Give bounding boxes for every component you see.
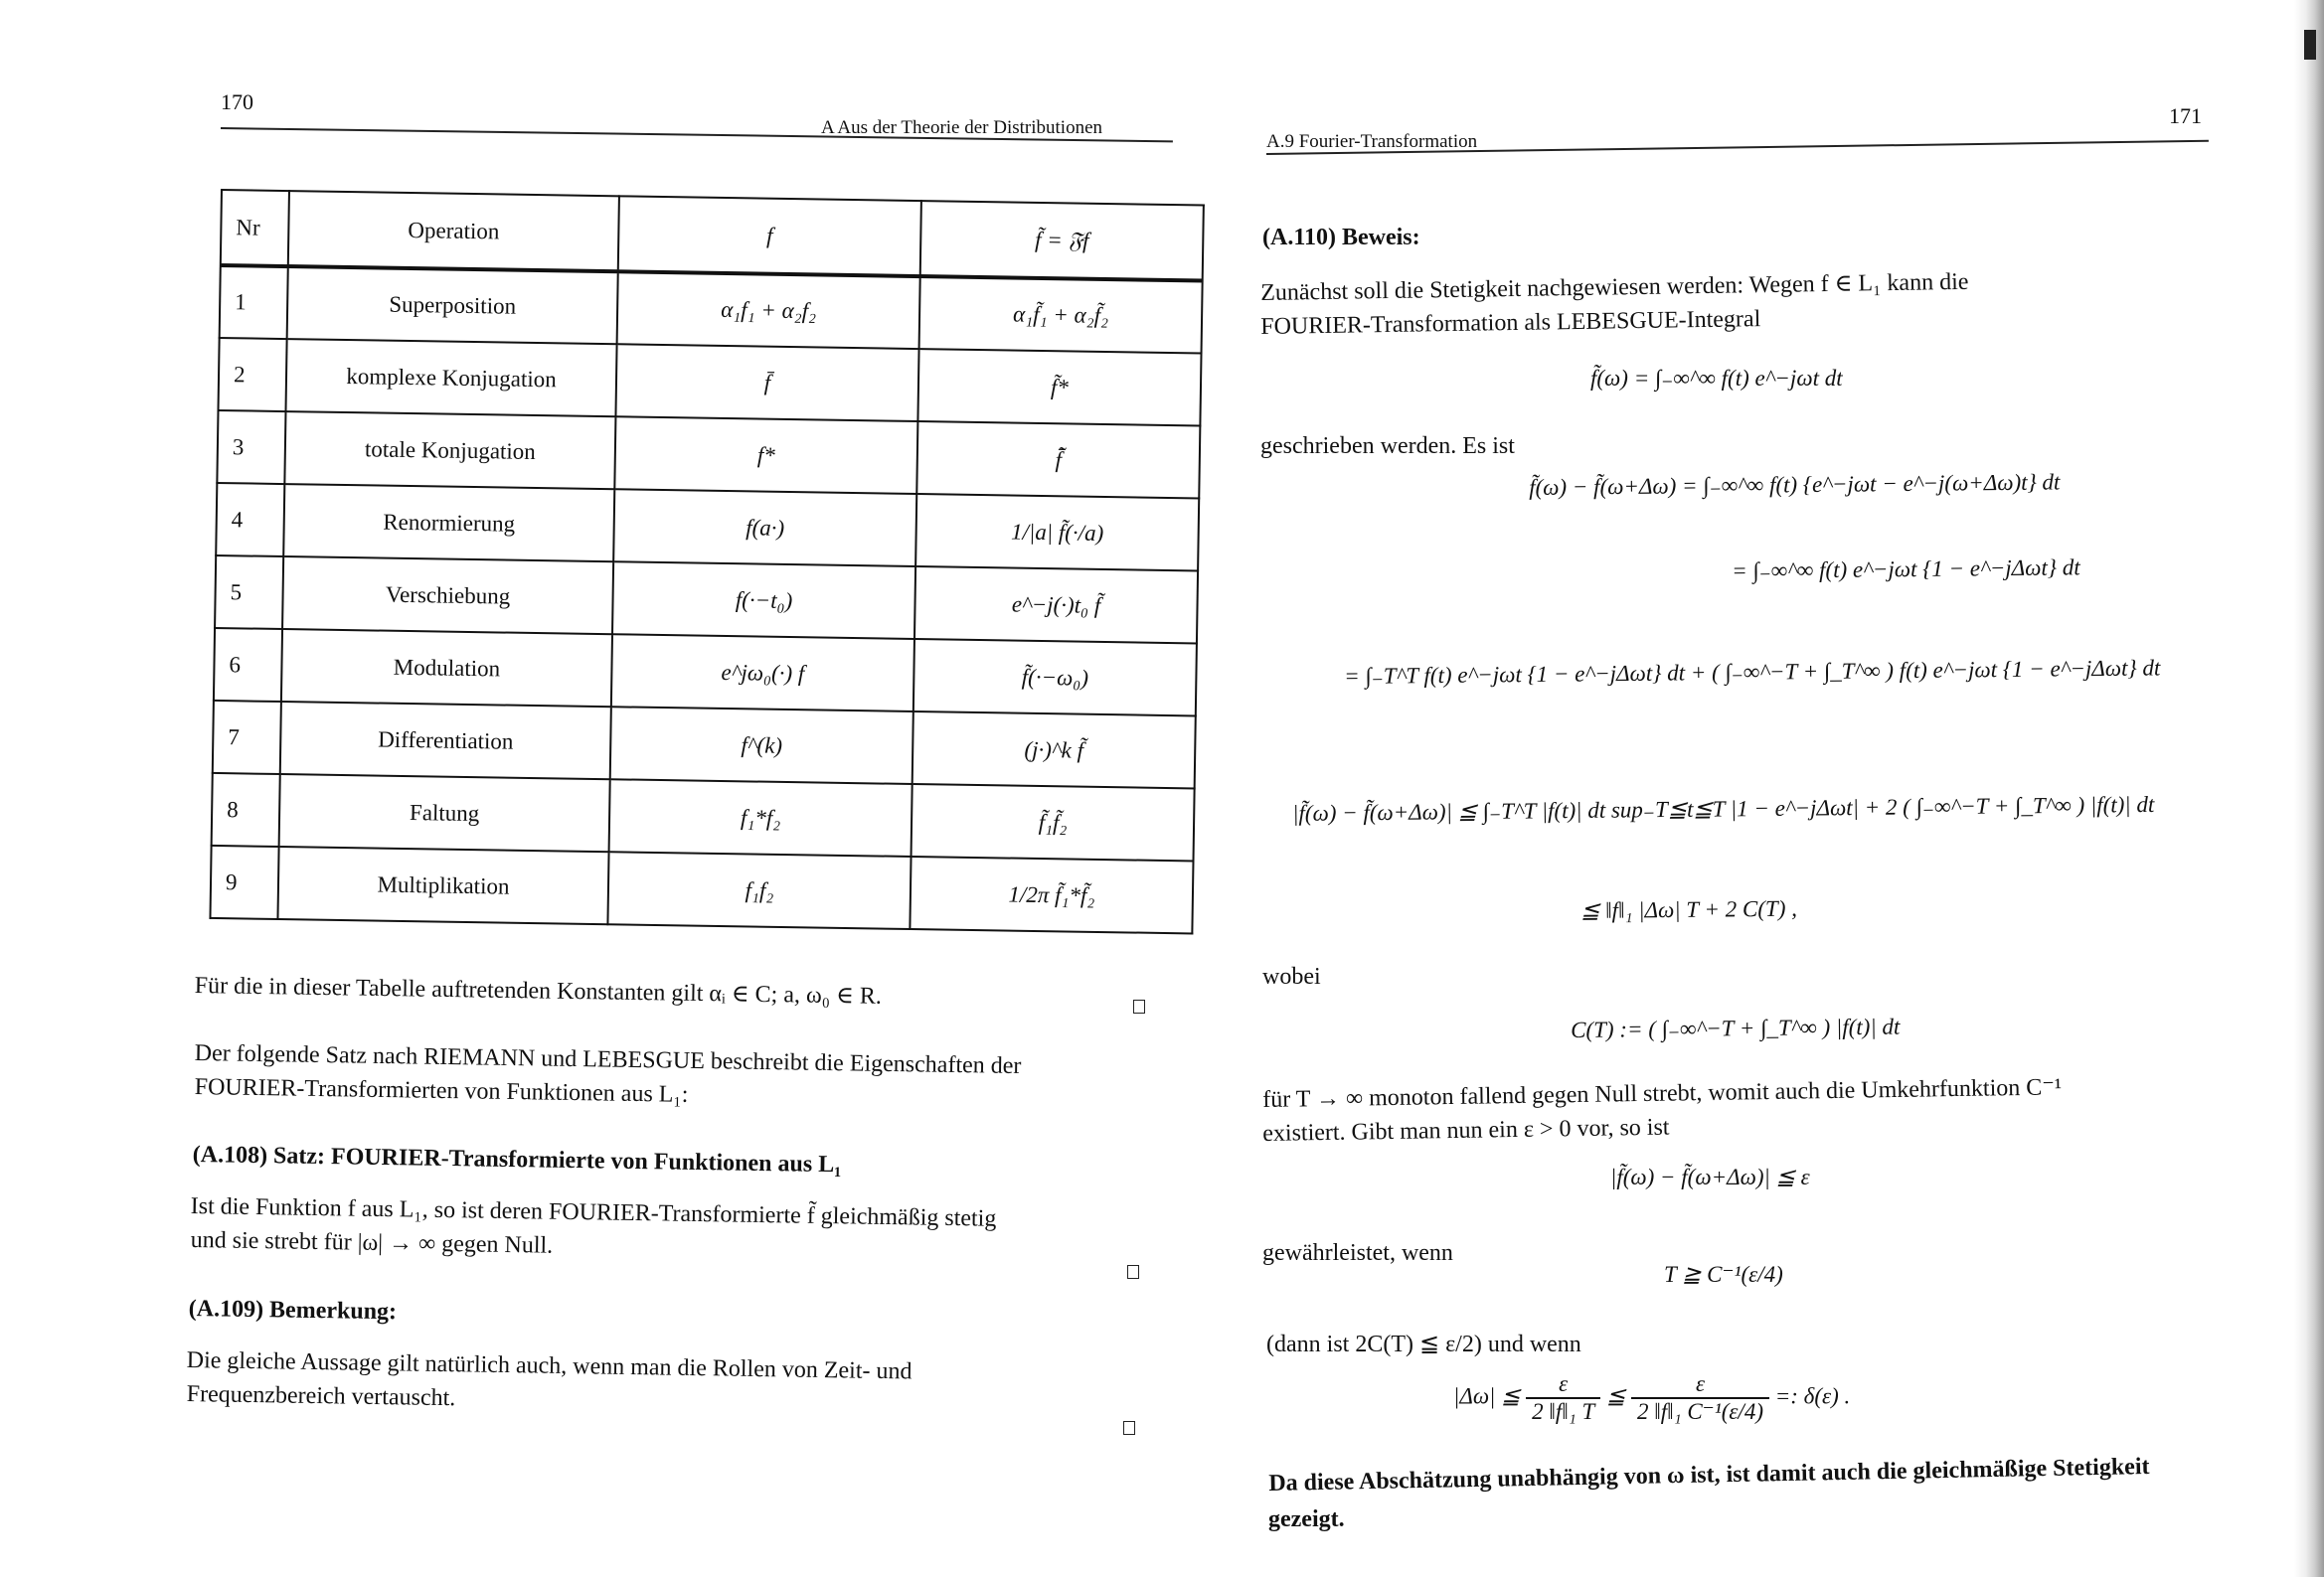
qed-marker	[1127, 1265, 1139, 1279]
row-nr: 7	[213, 701, 281, 774]
row-operation: Faltung	[279, 774, 610, 852]
row-operation: Modulation	[281, 629, 612, 707]
header-operation: Operation	[288, 191, 619, 271]
right-page	[1213, 0, 2324, 1577]
delta-fraction-1	[1526, 1371, 1600, 1425]
fraction-2-denominator: 2 ‖f‖₁ C⁻¹(ε/4)	[1637, 1399, 1763, 1424]
equation-estimate-2: ≦ ‖f‖₁ |Δω| T + 2 C(T) ,	[1580, 895, 1798, 923]
row-f-transform: f̃₁f̃₂	[912, 784, 1195, 861]
row-f-transform: f̃*	[917, 349, 1201, 425]
row-nr: 3	[217, 410, 285, 484]
proof-para-2: geschrieben werden. Es ist	[1260, 433, 1515, 459]
fraction-1-denominator: 2 ‖f‖₁ T	[1532, 1399, 1595, 1424]
row-operation: komplexe Konjugation	[285, 339, 616, 416]
fraction-2-numerator: ε	[1631, 1371, 1769, 1399]
header-f: f	[618, 196, 921, 276]
equation-t-bound: T ≧ C⁻¹(ε/4)	[1664, 1262, 1783, 1287]
qed-marker	[1133, 1000, 1145, 1014]
proof-para-4-line-2: existiert. Gibt man nun ein ε > 0 vor, so ist	[1262, 1114, 1670, 1147]
row-nr: 8	[212, 773, 280, 847]
equation-difference-2: = ∫₋∞^∞ f(t) e^−jωt {1 − e^−jΔωt} dt	[1732, 554, 2080, 583]
page-number-right: 171	[2169, 103, 2202, 128]
row-f-transform: e^−j(·)t₀ f̃	[914, 566, 1198, 643]
equation-estimate-1: |f̃(ω) − f̃(ω+Δω)| ≦ ∫₋T^T |f(t)| dt sup₋T≦t≦T |1 − e^−jΔωt| + 2 ( ∫₋∞^−T + ∫_T^∞ ) |f(t)| dt	[1292, 791, 2155, 826]
row-f: e^jω₀(·) f	[611, 634, 914, 711]
row-f-transform: α₁f̃₁ + α₂f̃₂	[919, 276, 1203, 353]
row-operation: Verschiebung	[282, 556, 613, 634]
proof-para-7-line-2: gezeigt.	[1268, 1506, 1345, 1532]
delta-fraction-2	[1631, 1371, 1769, 1425]
proof-para-4-line-1: für T → ∞ monoton fallend gegen Null strebt, womit auch die Umkehrfunktion C⁻¹	[1262, 1074, 2063, 1113]
proof-para-6: (dann ist 2C(T) ≦ ε/2) und wenn	[1266, 1332, 1581, 1357]
table-row	[210, 846, 1193, 934]
bemerkung-heading: (A.109) Bemerkung:	[188, 1295, 398, 1326]
intro-line-2: FOURIER-Transformierten von Funktionen aus L₁:	[194, 1073, 689, 1108]
row-f: α₁f₁ + α₂f₂	[617, 271, 920, 349]
row-operation: Multiplikation	[277, 847, 608, 924]
proof-para-7-line-1: Da diese Abschätzung unabhängig von ω ist, ist damit auch die gleichmäßige Stetigkeit	[1268, 1453, 2150, 1497]
bemerkung-line-2: Frequenzbereich vertauscht.	[186, 1380, 456, 1412]
row-operation: totale Konjugation	[284, 411, 615, 489]
row-nr: 6	[214, 628, 282, 702]
row-f: f(·−t₀)	[612, 561, 915, 639]
proof-para-3: wobei	[1262, 964, 1321, 990]
row-nr: 9	[210, 846, 278, 919]
proof-para-1-line-1: Zunächst soll die Stetigkeit nachgewiesen werden: Wegen f ∈ L₁ kann die	[1260, 268, 1969, 306]
row-f-transform: 1/|a| f̃(·/a)	[915, 494, 1199, 570]
row-f: f*	[614, 416, 917, 494]
row-operation: Renormierung	[283, 484, 614, 561]
delta-rhs: =: δ(ε) .	[1774, 1383, 1851, 1409]
satz-line-2: und sie strebt für |ω| → ∞ gegen Null.	[190, 1226, 554, 1259]
fraction-1-numerator: ε	[1526, 1371, 1600, 1399]
satz-line-1: Ist die Funktion f aus L₁, so ist deren FOURIER-Transformierte f̃ gleichmäßig stetig	[190, 1192, 997, 1232]
row-f-transform: 1/2π f̃₁*f̃₂	[910, 857, 1193, 933]
running-head-left: A Aus der Theorie der Distributionen	[821, 117, 1103, 138]
operations-table	[209, 189, 1204, 934]
header-nr: Nr	[221, 190, 289, 266]
leq-sign: ≦	[1606, 1383, 1626, 1409]
row-f: f₁f₂	[607, 852, 911, 929]
equation-delta-bound	[1453, 1371, 1850, 1425]
proof-para-1-line-2: FOURIER-Transformation als LEBESGUE-Integral	[1260, 306, 1761, 340]
row-nr: 4	[216, 483, 284, 556]
row-f-transform: (j·)^k f̃	[913, 711, 1196, 788]
row-f: f₁*f₂	[609, 779, 913, 857]
row-f: f̄	[615, 344, 918, 421]
header-f-transform: f̃ = 𝔉f	[920, 201, 1204, 280]
proof-heading: (A.110) Beweis:	[1262, 225, 1420, 250]
running-head-right: A.9 Fourier-Transformation	[1266, 131, 1478, 152]
page-corner-mark	[2304, 30, 2316, 60]
equation-difference-1: f̃(ω) − f̃(ω+Δω) = ∫₋∞^∞ f(t) {e^−jωt − e^−j(ω+Δω)t} dt	[1529, 469, 2061, 500]
row-operation: Superposition	[287, 266, 618, 344]
equation-epsilon-bound: |f̃(ω) − f̃(ω+Δω)| ≦ ε	[1610, 1165, 1810, 1189]
row-f: f(a·)	[613, 489, 916, 566]
bemerkung-line-1: Die gleiche Aussage gilt natürlich auch, wenn man die Rollen von Zeit- und	[186, 1346, 913, 1385]
satz-heading: (A.108) Satz: FOURIER-Transformierte von Funktionen aus L₁	[192, 1141, 842, 1179]
delta-lhs: |Δω| ≦	[1453, 1383, 1521, 1409]
row-nr: 2	[218, 338, 286, 411]
row-f-transform: f̃̄	[916, 421, 1200, 498]
equation-difference-3: = ∫₋T^T f(t) e^−jωt {1 − e^−jΔωt} dt + ( ∫₋∞^−T + ∫_T^∞ ) f(t) e^−jωt {1 − e^−jΔωt} dt	[1344, 655, 2161, 689]
row-f: f^(k)	[610, 707, 913, 784]
row-nr: 5	[215, 555, 283, 629]
page-number-left: 170	[221, 89, 253, 114]
intro-line-1: Der folgende Satz nach RIEMANN und LEBESGUE beschreibt die Eigenschaften der	[194, 1039, 1022, 1080]
row-operation: Differentiation	[280, 702, 611, 779]
qed-marker	[1123, 1421, 1135, 1435]
row-nr: 1	[220, 265, 288, 339]
row-f-transform: f̃(·−ω₀)	[913, 639, 1197, 715]
equation-fourier-integral: f̃(ω) = ∫₋∞^∞ f(t) e^−jωt dt	[1590, 366, 1843, 391]
equation-c-of-t: C(T) := ( ∫₋∞^−T + ∫_T^∞ ) |f(t)| dt	[1571, 1014, 1901, 1042]
constants-text: Für die in dieser Tabelle auftretenden Konstanten gilt αᵢ ∈ C; a, ω₀ ∈ R.	[194, 972, 883, 1010]
proof-para-5: gewährleistet, wenn	[1262, 1240, 1453, 1266]
book-binding-edge	[2294, 0, 2324, 1577]
